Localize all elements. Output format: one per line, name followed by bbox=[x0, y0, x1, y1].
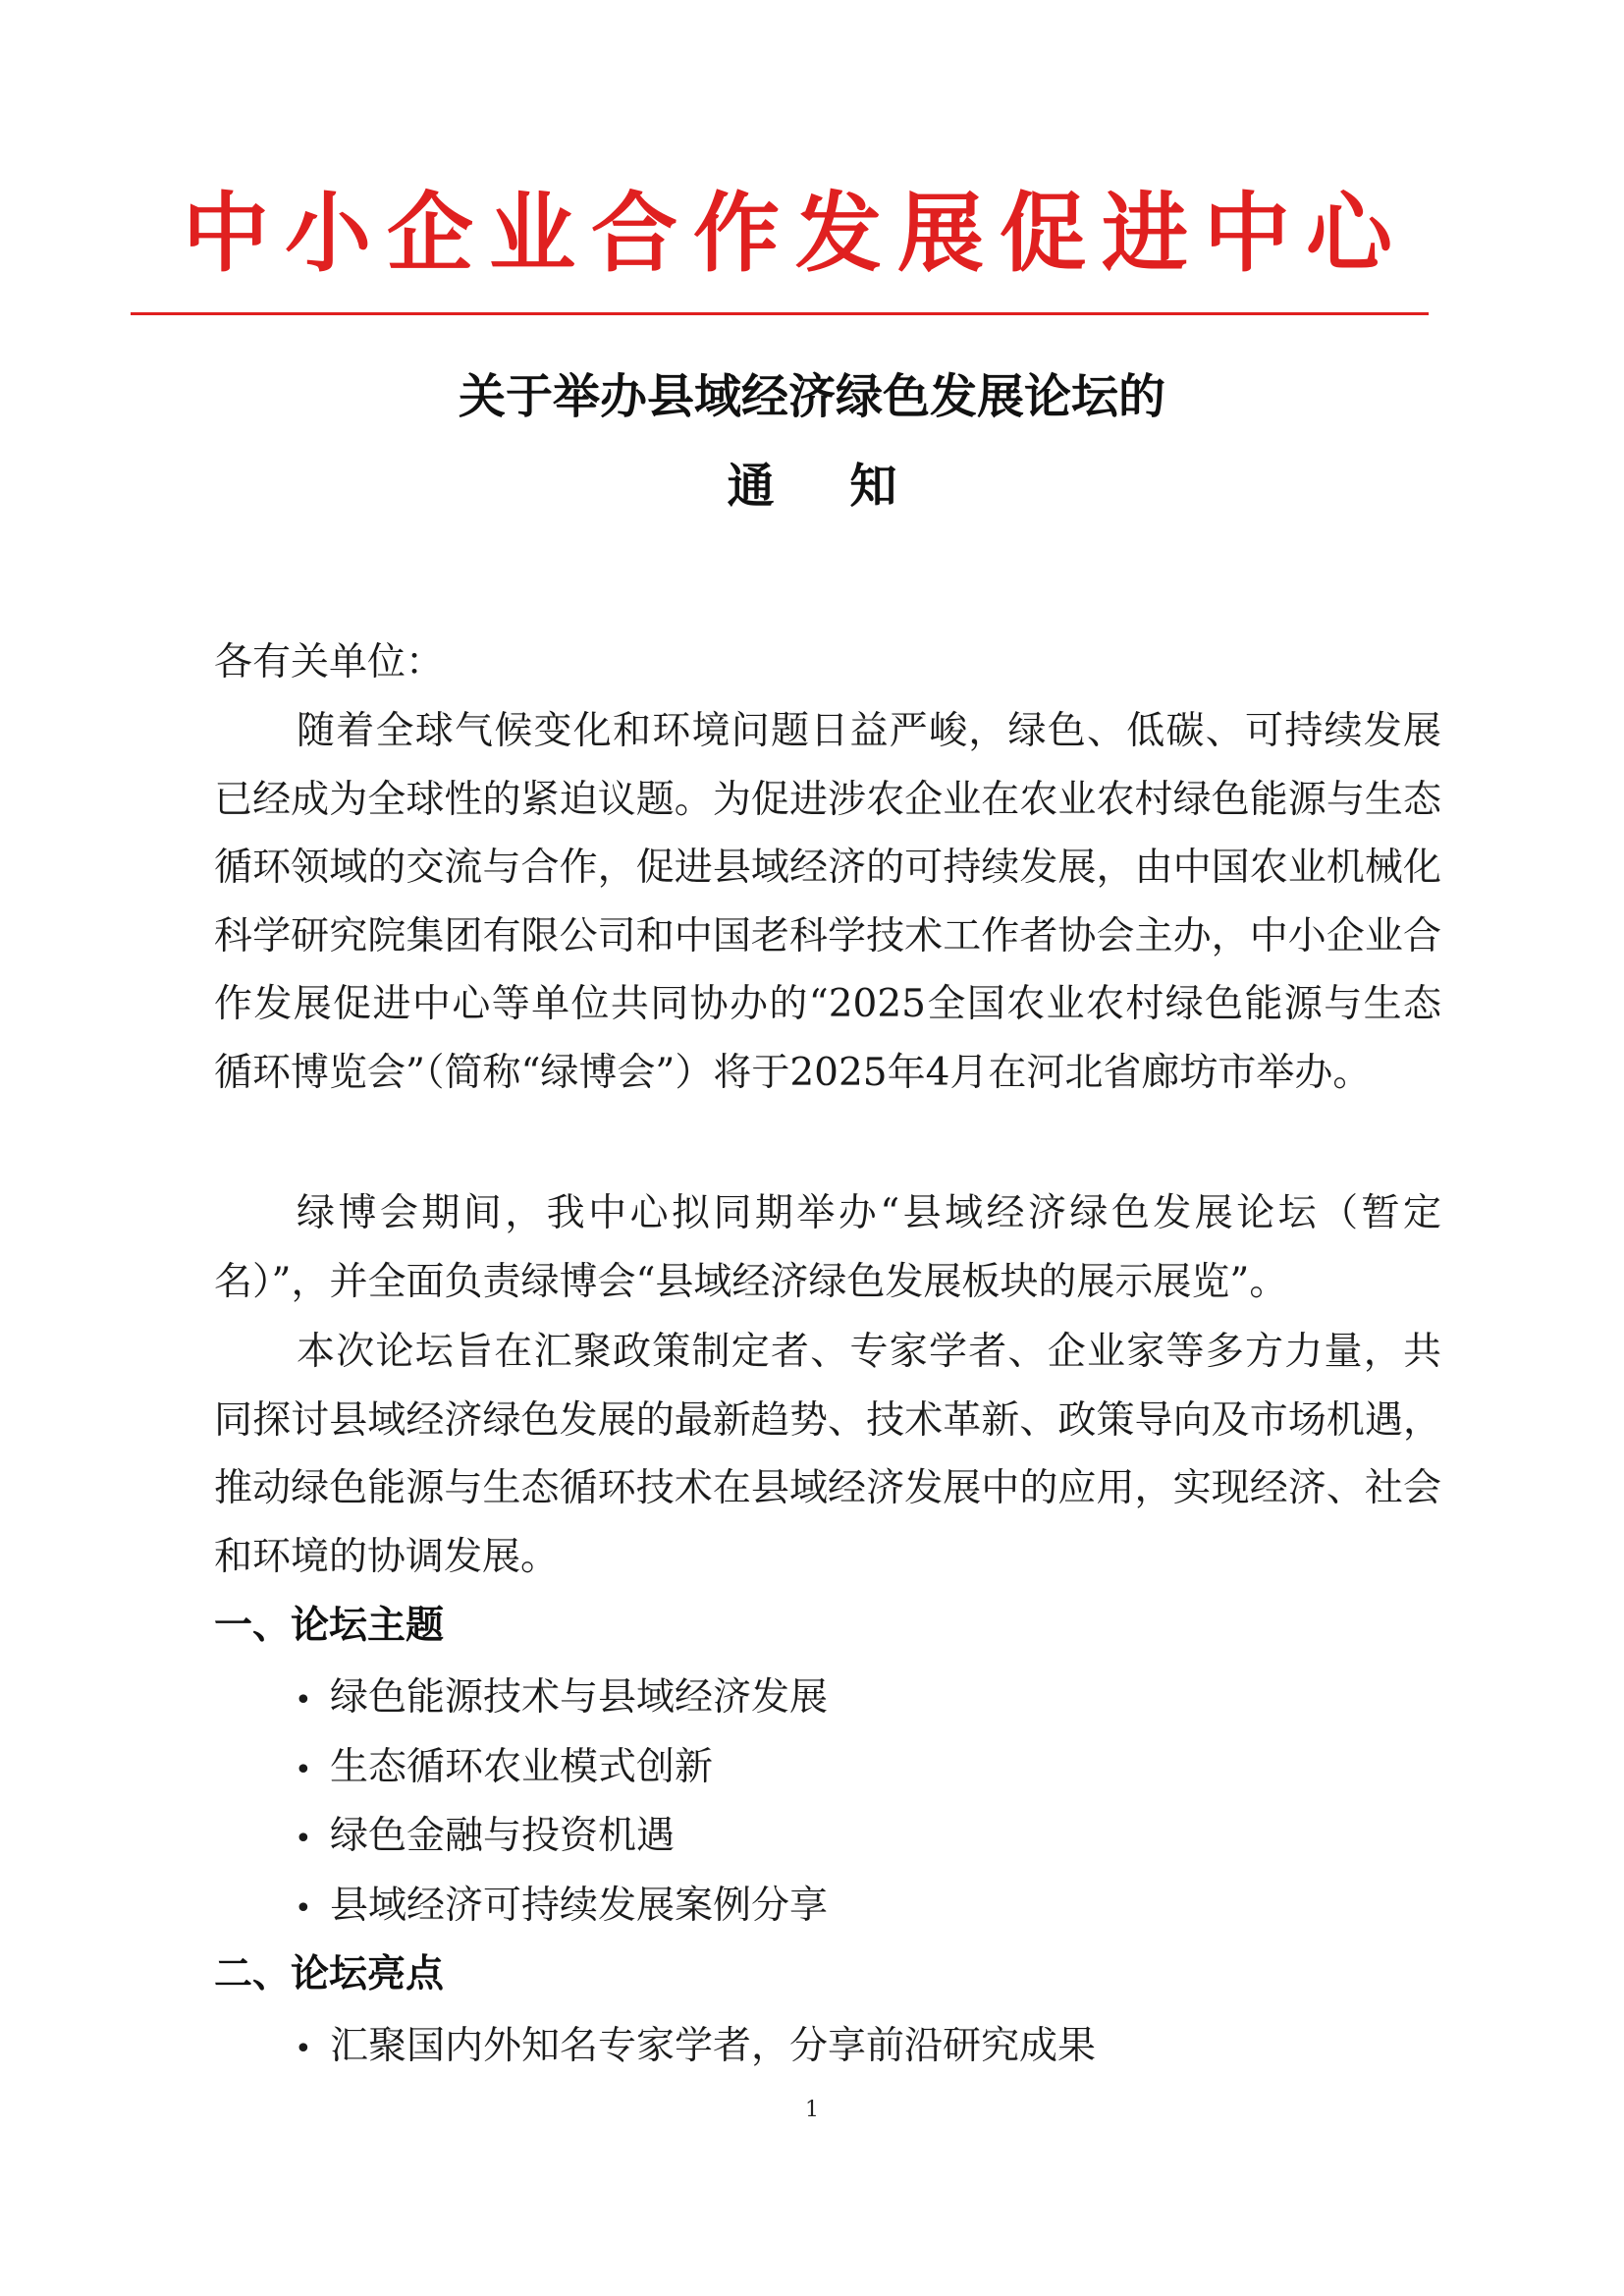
list-item bbox=[295, 1872, 828, 1941]
forum-highlights-list bbox=[295, 2012, 1096, 2082]
notice-title: 关于举办县域经济绿色发展论坛的 bbox=[458, 369, 1165, 424]
list-item bbox=[295, 1664, 828, 1733]
list-item-text: 生态循环农业模式创新 bbox=[330, 1744, 714, 1789]
body-paragraph: 本次论坛旨在汇聚政策制定者、专家学者、企业家等多方力量，共同探讨县域经济绿色发展的最新趋势、技术革新、政策导向及市场机遇，推动绿色能源与生态循环技术在县域经济发展中的应用，实现经济、社会和环境的协调发展。 bbox=[214, 1330, 1441, 1579]
list-item-text: 汇聚国内外知名专家学者，分享前沿研究成果 bbox=[330, 2024, 1097, 2068]
forum-theme-list bbox=[295, 1664, 828, 1941]
list-item bbox=[295, 1733, 828, 1803]
section-heading-forum-theme: 一、论坛主题 bbox=[214, 1603, 445, 1648]
body-paragraph: 随着全球气候变化和环境问题日益严峻，绿色、低碳、可持续发展已经成为全球性的紧迫议题。为促进涉农企业在农业农村绿色能源与生态循环领域的交流与合作，促进县域经济的可持续发展，由中国农业机械化科学研究院集团有限公司和中国老科学技术工作者协会主办，中小企业合作发展促进中心等单位共同协办的“2025全国农业农村绿色能源与生态循环博览会”（简称“绿博会”）将于2025年4月在河北省廊坊市举办。 bbox=[214, 709, 1441, 1095]
bullet-icon: • bbox=[295, 1890, 312, 1926]
list-item bbox=[295, 1802, 828, 1872]
list-item-text: 绿色能源技术与县域经济发展 bbox=[330, 1675, 829, 1720]
list-item-text: 县域经济可持续发展案例分享 bbox=[330, 1883, 829, 1928]
bullet-icon: • bbox=[295, 1752, 312, 1787]
list-item bbox=[295, 2012, 1096, 2082]
body-paragraph: 绿博会期间，我中心拟同期举办“县域经济绿色发展论坛（暂定名）”，并全面负责绿博会“县域经济绿色发展板块的展示展览”。 bbox=[214, 1191, 1441, 1304]
letterhead-red-rule bbox=[131, 312, 1429, 315]
page-number: 1 bbox=[805, 2098, 819, 2122]
organization-letterhead: 中小企业合作发展促进中心 bbox=[182, 182, 1408, 284]
notice-title-suffix: 通 知 bbox=[727, 459, 897, 514]
bullet-icon: • bbox=[295, 1683, 312, 1718]
bullet-icon: • bbox=[295, 1822, 312, 1856]
list-item-text: 绿色金融与投资机遇 bbox=[330, 1814, 676, 1858]
bullet-icon: • bbox=[295, 2032, 312, 2066]
salutation: 各有关单位： bbox=[214, 640, 445, 684]
section-heading-forum-highlights: 二、论坛亮点 bbox=[214, 1951, 445, 1996]
